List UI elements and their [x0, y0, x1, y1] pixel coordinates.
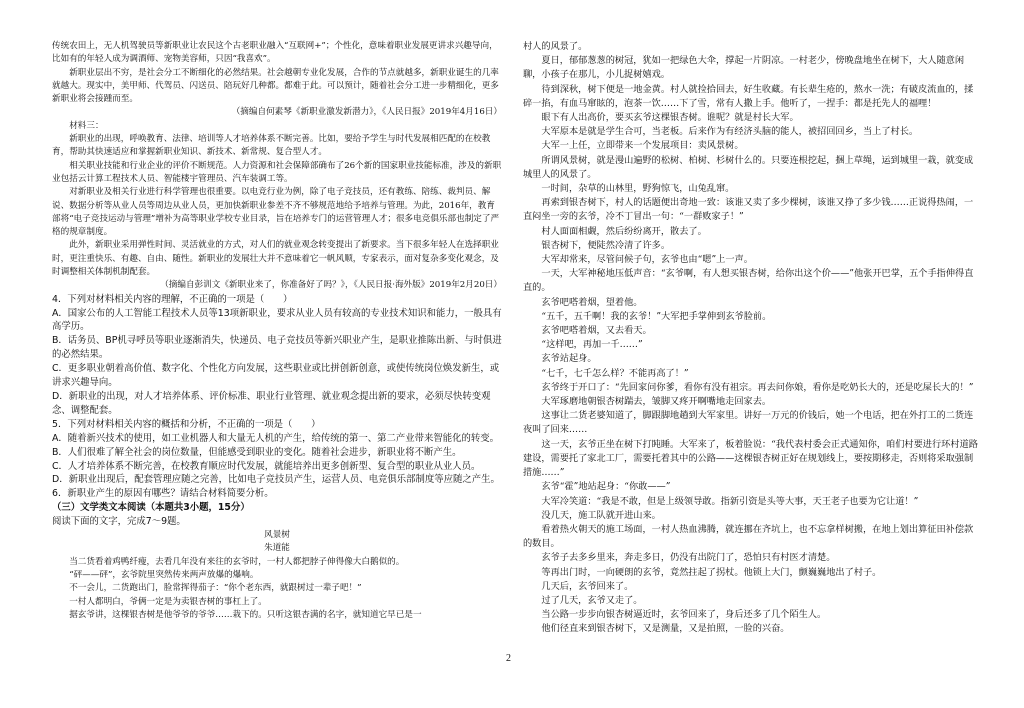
right-column: [523, 40, 981, 637]
instructions: 阅读下面的文字，完成7～9题。: [52, 516, 186, 528]
paragraph: 玄爷终于开口了：“先回家问你爹，看你有没有祖宗。再去问你娘，看你是吃奶长大的，还是吃屎长大的！”: [541, 381, 974, 393]
paragraph: 待到深秋，树下便是一地金黄。村人就捡拾回去，好生收藏。有长辈生疮的，熬水一洗；有破皮流血的，揉碎一掐，有血马窜眩的，泡茶一饮……下了雪，常有人撒上手。他听了，一捏手：都是托先人的福哩！: [523, 83, 974, 109]
option-5d: D．新职业出现后，配套管理应随之完善，比如电子竞技员产生，运营人员、电竞俱乐部制度等应随之产生。: [52, 474, 500, 486]
paragraph: 没几天，施工队就开进山来。: [541, 509, 661, 521]
left-column: [52, 40, 502, 622]
paragraph: 银杏树下，便陡然冷清了许多。: [541, 239, 671, 251]
paragraph: 这一天，玄爷正坐在树下打盹睡。大军来了，板着脸说：“我代表村委会正式通知你，咱们村要进行环村道路建设，需要托了家北工厂，需要托着其中的公路——这棵银杏树正好在规划线上，要按期移走，否则将采取强制措施……”: [523, 438, 978, 479]
paragraph: 不一会儿，二货跑出门，脸常挥得茄子：“你个老东西，就跟树过一辈子吧！”: [69, 583, 362, 594]
paragraph: 眼下有人出高价，要买玄爷这棵银杏树。谁呢？就是村长大军。: [541, 112, 799, 124]
paragraph: 玄爷吧嗒着烟，望着他。: [541, 296, 643, 308]
paragraph: 这事让二货老婆知道了，脚跟脚地趟到大军家里。讲好一万元的价钱后，她一个电话，把在外打工的二货连夜叫了回来……: [523, 410, 974, 436]
material-heading: 材料三：: [69, 120, 104, 131]
story-title: 风景树: [264, 530, 290, 541]
story-author: 朱道能: [264, 543, 290, 554]
paragraph: 当公路一步步向银杏树逼近时，玄爷回来了，身后还多了几个陌生人。: [541, 609, 827, 621]
option-4c: C．更多职业朝着高价值、数字化、个性化方向发展，这些职业或比拼创新创意，或使传统岗位焕发新生，或讲求兴趣导向。: [52, 363, 500, 389]
paragraph: 大军却常来，尽管问候子句，玄爷也由“嗯”上一声。: [541, 254, 753, 266]
option-4b: B．话务员、BP机寻呼员等职业逐渐消失，快递员、电子竞技员等新兴职业产生，是职业推陈出新、与时俱进的必然结果。: [52, 335, 502, 361]
option-5a: A．随着新兴技术的使用，如工业机器人和大量无人机的产生，给传统的第一、第二产业带来智能化的转变。: [52, 432, 500, 444]
paragraph: 玄爷子去多乡里来，奔走多日，仍没有出院门了，恐怕只有村医才清楚。: [541, 552, 836, 564]
paragraph: 据玄爷讲，这棵银杏树是他爷爷的爷爷……栽下的。只听这银杏满的名字，就知道它早已是一: [69, 609, 422, 620]
paragraph: 相关职业技能和行业企业的评价不断规范。人力资源和社会保障部确布了26个新的国家职业技能标准，涉及的新职业包括云计算工程技术人员、智能楼宇管理员、汽车装调工等。: [52, 160, 502, 184]
paragraph: “这样吧，再加一千……”: [541, 339, 643, 351]
paragraph: “砰——砰”，玄爷院里突然传来两声放爆的爆响。: [69, 569, 259, 580]
paragraph: 几天后，玄爷回来了。: [541, 580, 634, 592]
paragraph: 大军琢磨地朝银杏树踹去，皱脚又疼开啊嘴地走回家去。: [541, 396, 772, 408]
paragraph: “五千，五千啊！我的玄爷！”大军把手掌伸到玄爷脸前。: [541, 310, 772, 322]
paragraph: 新职业的出现，呼唤教育、法律、培训等人才培养体系不断完善。比如，要给予学生与时代发展相匹配的在校教育，帮助其快速适应和掌握新职业知识、新技术、新常规、复合型人才。: [52, 134, 491, 158]
paragraph: “七千，七千怎么样？不能再高了！”: [541, 367, 689, 379]
option-4d: D．新职业的出现，对人才培养体系、评价标准、职业行业管理、就业观念提出新的要求，必须尽快转变观念、调整配套。: [52, 390, 491, 416]
question-4: 4．下列对材料相关内容的理解，不正确的一项是（ ）: [52, 293, 293, 305]
paragraph: 夏日，郁郁葱葱的树冠，犹如一把绿色大伞，撑起一片阴凉。一村老少，傍晚盘地坐在树下，大人随意闲聊，小孩子在那儿，小儿捉树嬉戏。: [523, 55, 965, 81]
source-citation: （摘编自何素琴《新职业激发新潜力》，《人民日报》2019年4月16日）: [231, 107, 502, 118]
paragraph: 一村人都明白，爷俩一定是为卖银杏树的事杠上了。: [69, 596, 267, 607]
paragraph: 等再出门时，一向硬朗的玄爷，竟然拄起了拐杖。他锁上大门，颤巍巍地出了村子。: [541, 566, 882, 578]
paragraph: 玄爷吧嗒着烟，又去看天。: [541, 325, 652, 337]
question-5: 5．下列对材料相关内容的概括和分析，不正确的一项是（ ）: [52, 418, 321, 430]
paragraph: 新职业层出不穷，是社会分工不断细化的必然结果。社会越朝专业化发展，合作的节点就越多，新职业诞生的几率就越大。现实中，美甲师、代驾员、闪送员、陪玩好几种都。都难于此。可以预计，随着社会分工进一步精细化，更多新职业将会接踵而至。: [52, 67, 499, 105]
paragraph: 对新职业及相关行业进行科学管理也很重要。以电竞行业为例，除了电子竞技员，还有教练、陪练、裁判员、解说、数据分析等从业人员等周边从业人员，更加快新职业参差不齐不够规范地给予培养与管理。为此，2016年，教育部将“电子竞技运动与管理”增补为高等职业学校专业目录，旨在培养专门的运营管理人才；很多电竞俱乐部也制定了严格的规章制度。: [52, 187, 500, 238]
option-5c: C．人才培养体系不断完善，在校教育顺应时代发展，就能培养出更多创新型、复合型的职业从业人员。: [52, 460, 481, 472]
source-citation: （摘编自彭训文《新职业来了，你准备好了吗？》，《人民日报·海外版》2019年2月20日）: [160, 280, 502, 291]
paragraph: 此外，新职业采用弹性时间、灵活就业的方式，对人们的就业观念转变提出了新要求。当下很多年轻人在选择职业时，更注重快乐、有趣、自由、随性。新职业的发展壮大并不意味着它一帆风顺，专家表示，面对复杂多变化观念，及时调整相关体制机制配套。: [52, 240, 499, 278]
paragraph: 看着热火朝天的施工场面，一村人热血沸腾，就连挪在齐坑上，也不忘拿样树搬，在地上划出算征田补偿款的数目。: [523, 523, 974, 550]
section-heading: （三）文学类文本阅读（本题共3小题，15分）: [52, 502, 250, 514]
paragraph: 村人面面相觑，然后纷纷离开，散去了。: [541, 225, 707, 237]
paragraph: 过了几天，玄爷又走了。: [541, 594, 643, 606]
paragraph: 再索到银杏树下，村人的话题便出奇地一致：该谁又卖了多少棵树，该谁又挣了多少钱……正说得热闹，一直闷坐一旁的玄爷，冷不丁冒出一句：“一群败家子！”: [523, 197, 974, 223]
paragraph: 玄爷站起身。: [541, 353, 597, 365]
option-4a: A．国家公布的人工智能工程技术人员等13项新职业，要求从业人员有较高的专业技术知识和能力，一般具有高学历。: [52, 307, 502, 333]
paragraph: 大军一上任，立即带来一个发展项目：卖风景树。: [541, 140, 744, 152]
paragraph: 村人的风景了。: [523, 41, 588, 52]
question-6: 6．新职业产生的原因有哪些？请结合材料简要分析。: [52, 488, 274, 500]
paragraph: 传统农田上，无人机驾驶员等新职业让农民这个古老职业融入“互联网+”；个性化，意味着职业发展更讲求兴趣导向，比如有的年轻人成为调酒师、宠物美容师，只因“我喜欢”。: [52, 41, 498, 65]
option-5b: B．人们很难了解全社会的岗位数量，但能感受到职业的变化。随着社会进步，新职业将不断产生。: [52, 446, 462, 458]
paragraph: 所谓风景树，就是漫山遍野的松树、柏树、杉树什么的。只要连根挖起，捆上草绳，运到城里一栽，就变成城里人的风景了。: [523, 154, 974, 180]
paragraph: 玄爷“霍”地站起身：“你敢——”: [541, 481, 671, 493]
page-number: 2: [506, 653, 511, 664]
paragraph: 大军冷笑道：“我是不敢，但是上级领导敢。指新引资是头等大事，天王老子也要为它让道！”: [541, 495, 919, 507]
paragraph: 他们径直来到银杏树下，又是测量，又是拍照，一脸的兴奋。: [541, 623, 790, 635]
paragraph: 一天，大军神秘地压低声音：“玄爷啊，有人想买银杏树，给你出这个价——”他张开巴掌，五个手指伸得直直的。: [523, 268, 974, 294]
paragraph: 大军原本是就是学生合可，当老板。后来作为有经济头脑的能人，被招回回乡，当上了村长。: [541, 126, 919, 138]
paragraph: 当二货看着鸡鸭纤瘦，去看几年没有来往的玄爷时，一村人都把脖子伸得像大白鹅似的。: [69, 556, 405, 567]
paragraph: 一时间，杂草的山林里，野狗惊飞，山兔乱窜。: [541, 183, 735, 195]
